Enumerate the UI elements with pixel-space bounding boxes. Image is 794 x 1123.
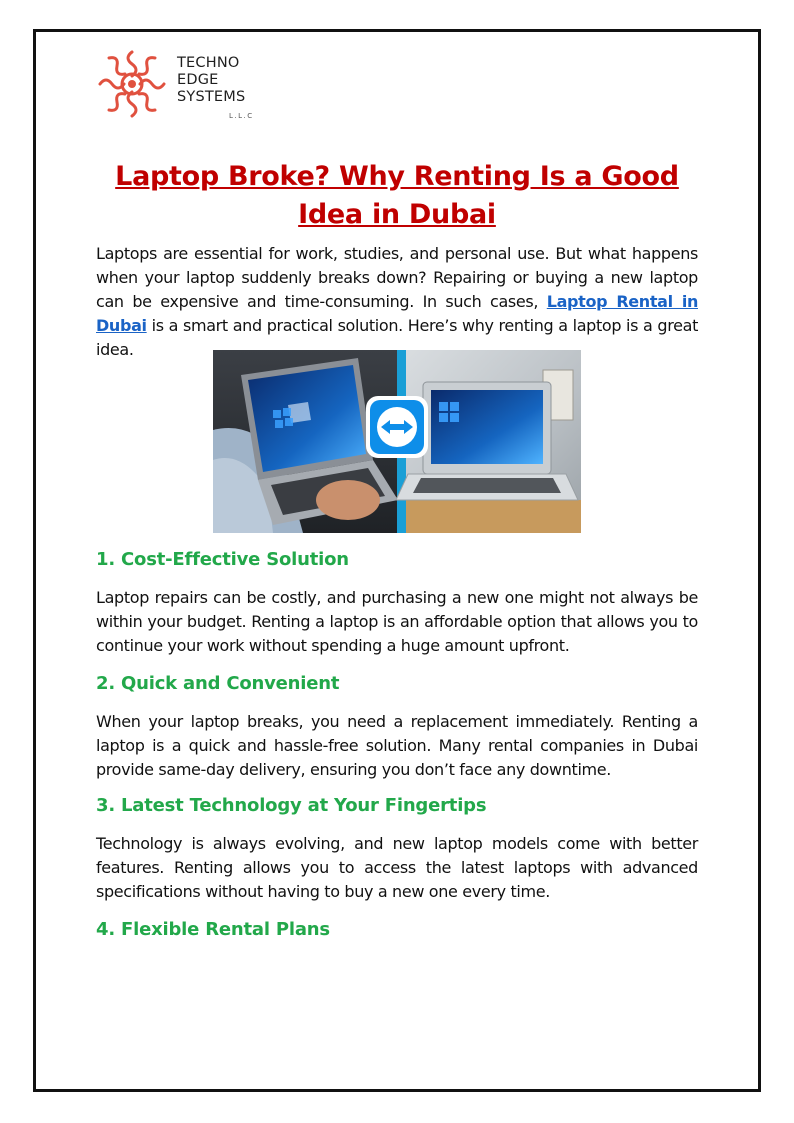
logo-line-2: EDGE — [177, 72, 219, 88]
section-3-heading: 3. Latest Technology at Your Fingertips — [96, 795, 487, 816]
logo-line-3: SYSTEMS — [177, 89, 246, 105]
laptops-remote-illustration — [213, 350, 581, 533]
logo-suffix: L.L.C — [229, 112, 254, 120]
section-4-heading: 4. Flexible Rental Plans — [96, 919, 330, 940]
intro-text-after: is a smart and practical solution. Here’s why renting a laptop is a great idea. — [96, 316, 698, 359]
section-3-body: Technology is always evolving, and new laptop models come with better features. Renting allows you to access the latest laptops with advanced specifications without having to buy a new one every time. — [96, 834, 698, 901]
logo-line-1: TECHNO — [177, 55, 240, 71]
hero-image — [213, 350, 581, 533]
logo-wordmark — [177, 55, 245, 106]
section-1-body: Laptop repairs can be costly, and purchasing a new one might not always be within your budget. Renting a laptop is an affordable option that allows you to continue your work without spending a huge amount upfront. — [96, 588, 698, 655]
laptop-rental-link[interactable]: Laptop Rental in Dubai — [96, 292, 698, 335]
page-title: Laptop Broke? Why Renting Is a Good Idea in Dubai — [115, 161, 679, 230]
section-2-body: When your laptop breaks, you need a replacement immediately. Renting a laptop is a quick and hassle-free solution. Many rental companies in Dubai provide same-day delivery, ensuring you don’t face any downtime. — [96, 712, 698, 779]
section-2-heading: 2. Quick and Convenient — [96, 673, 340, 694]
logo-mark-icon — [95, 44, 169, 124]
intro-text-before: Laptops are essential for work, studies, and personal use. But what happens when your laptop suddenly breaks down? Repairing or buying a new laptop can be expensive and time-consuming. In such cases, — [96, 244, 698, 311]
intro-paragraph — [96, 242, 698, 362]
section-1-heading: 1. Cost-Effective Solution — [96, 549, 349, 570]
company-logo[interactable] — [95, 44, 275, 124]
